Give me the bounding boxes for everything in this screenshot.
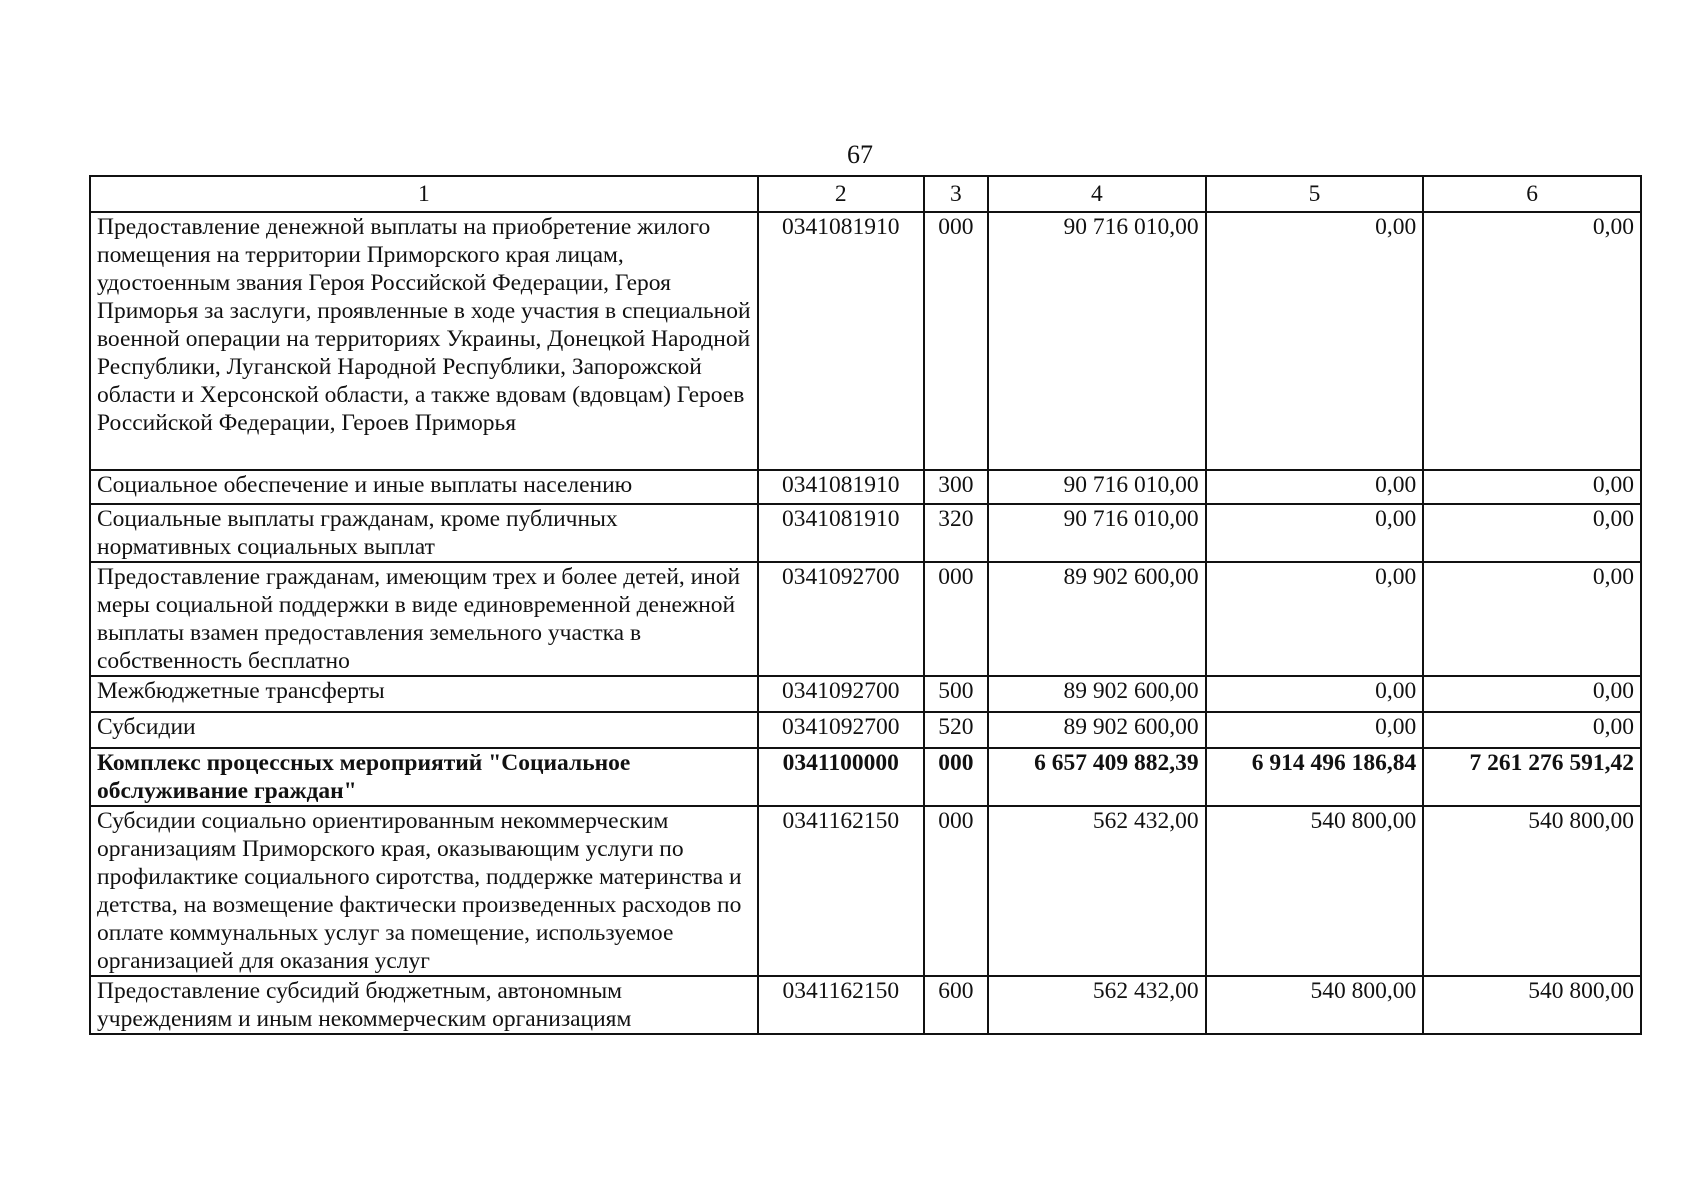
column-header: 6 xyxy=(1423,176,1641,212)
row-type: 000 xyxy=(924,562,988,676)
column-header: 4 xyxy=(988,176,1206,212)
row-value-col4: 562 432,00 xyxy=(988,806,1206,976)
page-number: 67 xyxy=(847,140,873,169)
row-value-col5: 0,00 xyxy=(1206,212,1424,470)
table-row-section xyxy=(90,748,1641,806)
row-type: 320 xyxy=(924,504,988,562)
table-row xyxy=(90,562,1641,676)
row-name: Предоставление субсидий бюджетным, автономным учреждениям и иным некоммерческим организациям xyxy=(90,976,758,1034)
row-value-col6: 0,00 xyxy=(1423,562,1641,676)
row-name: Комплекс процессных мероприятий "Социальное обслуживание граждан" xyxy=(90,748,758,806)
row-code: 0341081910 xyxy=(758,470,924,504)
row-type: 300 xyxy=(924,470,988,504)
row-name: Межбюджетные трансферты xyxy=(90,676,758,712)
table-row xyxy=(90,504,1641,562)
table-header-row xyxy=(90,176,1641,212)
row-type: 600 xyxy=(924,976,988,1034)
row-value-col5: 0,00 xyxy=(1206,562,1424,676)
row-value-col6: 0,00 xyxy=(1423,676,1641,712)
column-header: 3 xyxy=(924,176,988,212)
row-code: 0341092700 xyxy=(758,712,924,748)
row-value-col5: 540 800,00 xyxy=(1206,806,1424,976)
row-value-col6: 0,00 xyxy=(1423,470,1641,504)
row-value-col4: 89 902 600,00 xyxy=(988,676,1206,712)
row-value-col4: 562 432,00 xyxy=(988,976,1206,1034)
row-value-col4: 89 902 600,00 xyxy=(988,562,1206,676)
row-name: Социальное обеспечение и иные выплаты населению xyxy=(90,470,758,504)
row-value-col6: 540 800,00 xyxy=(1423,806,1641,976)
row-name: Предоставление гражданам, имеющим трех и более детей, иной меры социальной поддержки в виде единовременной денежной выплаты взамен предоставления земельного участка в собственность бесплатно xyxy=(90,562,758,676)
row-value-col4: 90 716 010,00 xyxy=(988,212,1206,470)
row-name: Социальные выплаты гражданам, кроме публичных нормативных социальных выплат xyxy=(90,504,758,562)
table-row xyxy=(90,212,1641,470)
row-value-col6: 7 261 276 591,42 xyxy=(1423,748,1641,806)
row-code: 0341092700 xyxy=(758,562,924,676)
row-type: 000 xyxy=(924,212,988,470)
row-value-col6: 0,00 xyxy=(1423,504,1641,562)
column-header: 1 xyxy=(90,176,758,212)
table-row xyxy=(90,976,1641,1034)
row-value-col5: 0,00 xyxy=(1206,470,1424,504)
row-code: 0341092700 xyxy=(758,676,924,712)
row-value-col5: 0,00 xyxy=(1206,676,1424,712)
row-code: 0341162150 xyxy=(758,976,924,1034)
row-name: Субсидии социально ориентированным некоммерческим организациям Приморского края, оказывающим услуги по профилактике социального сиротства, поддержке материнства и детства, на возмещение фактически произведенных расходов по оплате коммунальных услуг за помещение, используемое организацией для оказания услуг xyxy=(90,806,758,976)
column-header: 2 xyxy=(758,176,924,212)
row-type: 000 xyxy=(924,806,988,976)
row-code: 0341081910 xyxy=(758,504,924,562)
row-value-col5: 6 914 496 186,84 xyxy=(1206,748,1424,806)
row-value-col6: 0,00 xyxy=(1423,712,1641,748)
table-row xyxy=(90,712,1641,748)
row-code: 0341162150 xyxy=(758,806,924,976)
row-name: Субсидии xyxy=(90,712,758,748)
row-value-col5: 0,00 xyxy=(1206,712,1424,748)
row-value-col4: 89 902 600,00 xyxy=(988,712,1206,748)
row-value-col5: 0,00 xyxy=(1206,504,1424,562)
row-code: 0341100000 xyxy=(758,748,924,806)
table-row xyxy=(90,470,1641,504)
table-row xyxy=(90,676,1641,712)
row-value-col6: 540 800,00 xyxy=(1423,976,1641,1034)
row-code: 0341081910 xyxy=(758,212,924,470)
column-header: 5 xyxy=(1206,176,1424,212)
row-type: 520 xyxy=(924,712,988,748)
row-value-col4: 90 716 010,00 xyxy=(988,470,1206,504)
row-type: 000 xyxy=(924,748,988,806)
row-value-col4: 6 657 409 882,39 xyxy=(988,748,1206,806)
row-value-col5: 540 800,00 xyxy=(1206,976,1424,1034)
row-value-col6: 0,00 xyxy=(1423,212,1641,470)
table-row xyxy=(90,806,1641,976)
budget-table xyxy=(89,175,1642,1035)
row-type: 500 xyxy=(924,676,988,712)
row-name: Предоставление денежной выплаты на приобретение жилого помещения на территории Приморского края лицам, удостоенным звания Героя Российской Федерации, Героя Приморья за заслуги, проявленные в ходе участия в специальной военной операции на территориях Украины, Донецкой Народной Республики, Луганской Народной Республики, Запорожской области и Херсонской области, а также вдовам (вдовцам) Героев Российской Федерации, Героев Приморья xyxy=(90,212,758,470)
row-value-col4: 90 716 010,00 xyxy=(988,504,1206,562)
